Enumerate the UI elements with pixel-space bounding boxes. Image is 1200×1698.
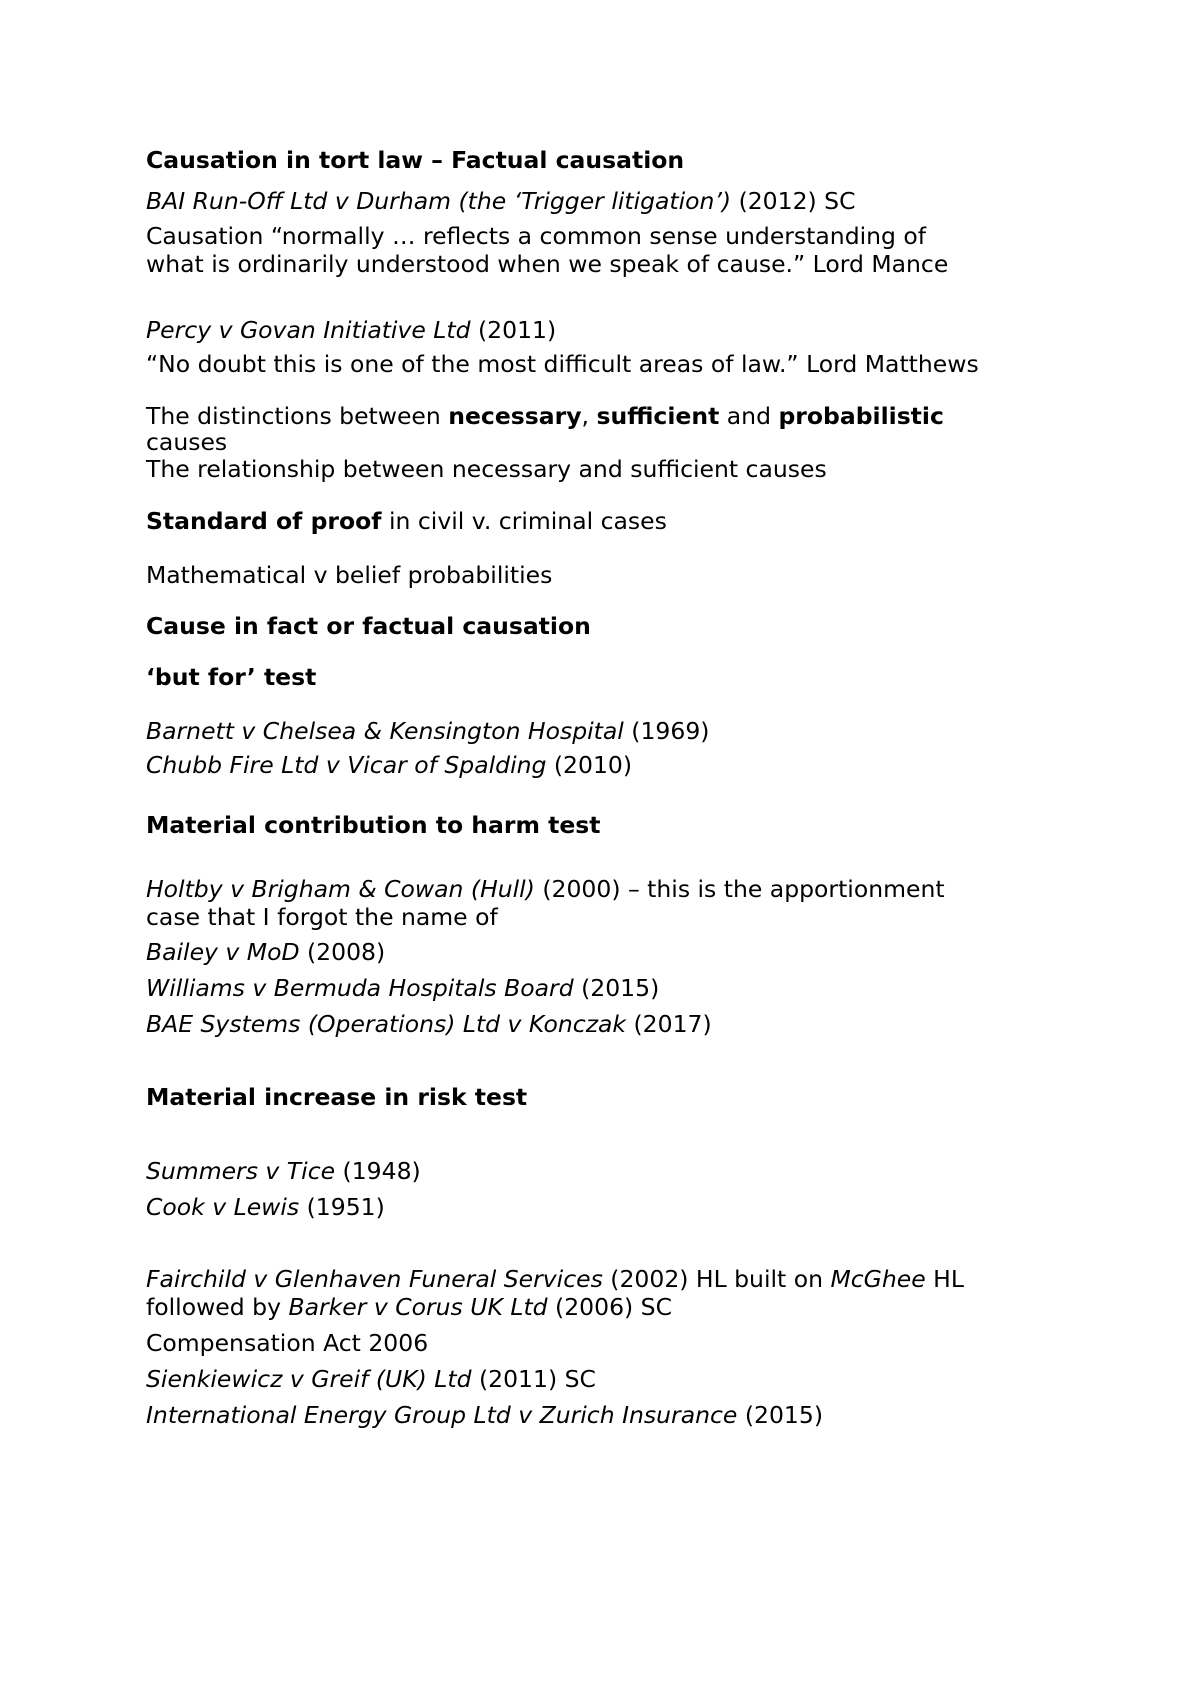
quote-mance-line-2: what is ordinarily understood when we speak of cause.” Lord Mance xyxy=(146,250,949,278)
text-span: and xyxy=(719,402,779,430)
case-name: International Energy Group Ltd v Zurich Insurance xyxy=(146,1401,738,1429)
case-williams xyxy=(146,974,659,1002)
case-citation: (2010) xyxy=(546,751,633,779)
case-citation: (2008) xyxy=(299,938,386,966)
case-name: Bailey v MoD xyxy=(146,938,300,966)
case-name-mcghee: McGhee xyxy=(830,1265,926,1293)
text-span: The distinctions between xyxy=(146,402,449,430)
case-citation: (2000) – this is the apportionment xyxy=(534,875,945,903)
case-citation: (2002) HL built on xyxy=(602,1265,831,1293)
case-name: Sienkiewicz v Greif (UK) Ltd xyxy=(146,1365,472,1393)
case-barker xyxy=(146,1293,672,1321)
case-citation: (2011) xyxy=(470,316,557,344)
case-chubb xyxy=(146,751,632,779)
case-bae xyxy=(146,1010,712,1038)
case-name: Barker v Corus UK Ltd xyxy=(288,1293,548,1321)
case-name: Cook v Lewis xyxy=(146,1193,300,1221)
case-cook xyxy=(146,1193,385,1221)
heading-cause-in-fact: Cause in fact or factual causation xyxy=(146,612,591,640)
heading-but-for: ‘but for’ test xyxy=(146,663,317,691)
term-sufficient: sufficient xyxy=(596,402,720,430)
standard-of-proof-line xyxy=(146,507,667,535)
case-citation: (1951) xyxy=(299,1193,385,1221)
case-bai xyxy=(146,187,856,215)
case-summers xyxy=(146,1157,421,1185)
case-citation: (2015) xyxy=(573,974,660,1002)
case-citation: (2015) xyxy=(737,1401,824,1429)
heading-material-contribution: Material contribution to harm test xyxy=(146,811,601,839)
case-sienkiewicz xyxy=(146,1365,596,1393)
text-span: in civil v. criminal cases xyxy=(381,507,667,535)
case-name: Williams v Bermuda Hospitals Board xyxy=(146,974,574,1002)
case-court: HL xyxy=(925,1265,964,1293)
text-span: , xyxy=(581,402,597,430)
case-citation: (2006) SC xyxy=(547,1293,672,1321)
distinctions-causes: causes xyxy=(146,428,228,456)
case-name: Fairchild v Glenhaven Funeral Services xyxy=(146,1265,603,1293)
case-name: Holtby v Brigham & Cowan (Hull) xyxy=(146,875,535,903)
quote-matthews: “No doubt this is one of the most difficult areas of law.” Lord Matthews xyxy=(146,350,979,378)
term-standard-of-proof: Standard of proof xyxy=(146,507,382,535)
case-name: BAE Systems (Operations) Ltd v Konczak xyxy=(146,1010,627,1038)
case-citation: (1948) xyxy=(335,1157,421,1185)
mathematical-line: Mathematical v belief probabilities xyxy=(146,561,553,589)
case-citation: (2012) SC xyxy=(731,187,856,215)
distinctions-line xyxy=(146,402,944,430)
case-citation: (2011) SC xyxy=(471,1365,596,1393)
case-name: Barnett v Chelsea & Kensington Hospital xyxy=(146,717,624,745)
case-percy xyxy=(146,316,556,344)
heading-material-increase: Material increase in risk test xyxy=(146,1083,528,1111)
holtby-continuation: case that I forgot the name of xyxy=(146,903,498,931)
case-bailey xyxy=(146,938,385,966)
case-name: Percy v Govan Initiative Ltd xyxy=(146,316,471,344)
page-title: Causation in tort law – Factual causation xyxy=(146,146,685,174)
case-name: Chubb Fire Ltd v Vicar of Spalding xyxy=(146,751,547,779)
relationship-line: The relationship between necessary and sufficient causes xyxy=(146,455,827,483)
case-name: Summers v Tice xyxy=(146,1157,336,1185)
case-holtby xyxy=(146,875,945,903)
term-probabilistic: probabilistic xyxy=(778,402,944,430)
quote-mance-line-1: Causation “normally … reflects a common sense understanding of xyxy=(146,222,927,250)
case-citation: (2017) xyxy=(626,1010,712,1038)
text-span: followed by xyxy=(146,1293,289,1321)
case-barnett xyxy=(146,717,709,745)
case-fairchild xyxy=(146,1265,964,1293)
compensation-act: Compensation Act 2006 xyxy=(146,1329,429,1357)
case-citation: (1969) xyxy=(623,717,710,745)
case-international xyxy=(146,1401,823,1429)
case-name: BAI Run-Off Ltd v Durham (the ‘Trigger litigation’) xyxy=(146,187,732,215)
term-necessary: necessary xyxy=(448,402,582,430)
